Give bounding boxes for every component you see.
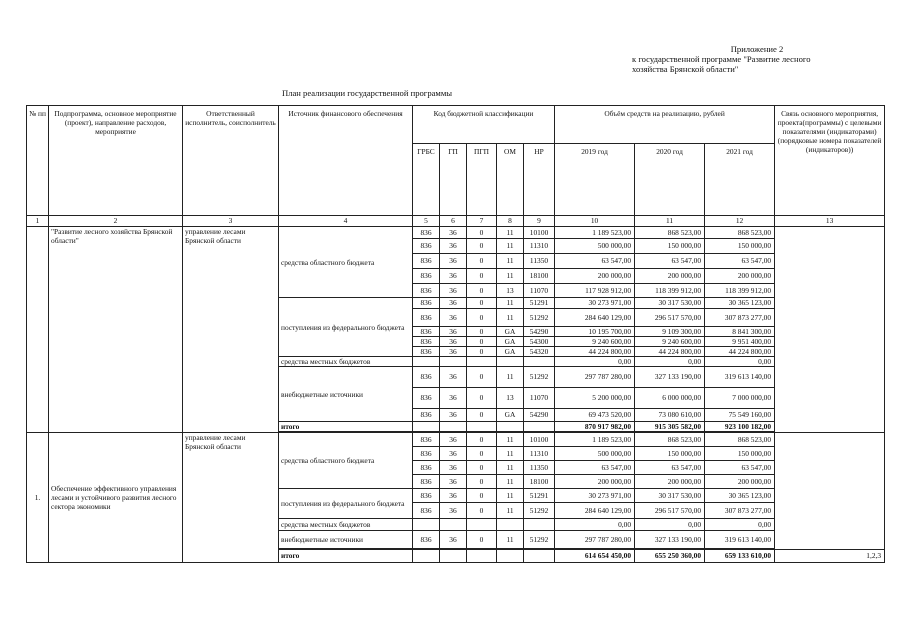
- cell-pgp: 0: [467, 388, 497, 409]
- appendix-line-2: к государственной программе "Развитие лесного: [632, 54, 811, 64]
- cell-om: [497, 519, 524, 531]
- source-regional: средства областного бюджета: [279, 227, 413, 298]
- cell-gp: 36: [440, 447, 467, 461]
- cell-pgp: 0: [467, 309, 497, 327]
- column-number: 10: [555, 216, 635, 227]
- cell-2019: 1 189 523,00: [555, 227, 635, 239]
- cell-2019: 1 189 523,00: [555, 433, 635, 447]
- cell-2021: 63 547,00: [705, 461, 775, 475]
- cell-nr: 51291: [524, 489, 555, 503]
- cell-om: 11: [497, 227, 524, 239]
- cell-pgp: [467, 519, 497, 531]
- cell-2019: 44 224 800,00: [555, 347, 635, 357]
- cell-om: 11: [497, 239, 524, 254]
- cell-2020: 327 133 190,00: [635, 531, 705, 549]
- cell-gp: [440, 357, 467, 367]
- cell-om: 11: [497, 531, 524, 549]
- cell-2019: 297 787 280,00: [555, 367, 635, 388]
- source-regional: средства областного бюджета: [279, 433, 413, 489]
- cell-pgp: 0: [467, 367, 497, 388]
- appendix-line-3: хозяйства Брянской области": [632, 64, 739, 74]
- cell-grbs: 836: [413, 298, 440, 309]
- cell-nr: 18100: [524, 475, 555, 489]
- cell-nr: 18100: [524, 269, 555, 284]
- cell-link-empty: [775, 227, 885, 433]
- cell-nr: 11350: [524, 461, 555, 475]
- cell-gp: 36: [440, 298, 467, 309]
- cell-2021: 200 000,00: [705, 475, 775, 489]
- cell-nr: 54300: [524, 337, 555, 347]
- cell-nr: 11350: [524, 254, 555, 269]
- cell-2019: 63 547,00: [555, 461, 635, 475]
- cell-nr: 54290: [524, 409, 555, 422]
- cell-2019: 284 640 129,00: [555, 503, 635, 519]
- cell-2019: 297 787 280,00: [555, 531, 635, 549]
- column-number: 11: [635, 216, 705, 227]
- header-2021: 2021 год: [705, 144, 775, 216]
- table-row: [27, 433, 885, 447]
- cell-pgp: 0: [467, 433, 497, 447]
- cell-pgp: 0: [467, 337, 497, 347]
- cell-empty: [413, 422, 440, 432]
- cell-empty: [467, 550, 497, 563]
- cell-2019: 30 273 971,00: [555, 489, 635, 503]
- cell-pgp: 0: [467, 327, 497, 337]
- cell-pgp: 0: [467, 269, 497, 284]
- cell-nr: [524, 519, 555, 531]
- cell-gp: 36: [440, 433, 467, 447]
- total-2019: 870 917 982,00: [555, 422, 635, 432]
- cell-nr: 51292: [524, 309, 555, 327]
- cell-empty: [467, 422, 497, 432]
- cell-2021: 0,00: [705, 519, 775, 531]
- cell-2019: 5 200 000,00: [555, 388, 635, 409]
- cell-gp: 36: [440, 284, 467, 298]
- cell-om: 13: [497, 284, 524, 298]
- column-number: 9: [524, 216, 555, 227]
- cell-pgp: 0: [467, 284, 497, 298]
- cell-empty: [440, 422, 467, 432]
- header-num: № пп: [27, 106, 49, 216]
- header-budget-code: Код бюджетной классификации: [413, 106, 555, 144]
- cell-grbs: 836: [413, 227, 440, 239]
- cell-2020: 200 000,00: [635, 269, 705, 284]
- cell-pgp: 0: [467, 347, 497, 357]
- cell-empty: [413, 550, 440, 563]
- activity-executor: управление лесами Брянской области: [183, 433, 279, 563]
- cell-om: 11: [497, 433, 524, 447]
- cell-2020: 150 000,00: [635, 239, 705, 254]
- cell-pgp: 0: [467, 489, 497, 503]
- cell-2020: 9 109 300,00: [635, 327, 705, 337]
- page-title: План реализации государственной программы: [282, 88, 453, 98]
- cell-gp: 36: [440, 337, 467, 347]
- cell-pgp: 0: [467, 227, 497, 239]
- cell-nr: 11070: [524, 284, 555, 298]
- cell-gp: 36: [440, 388, 467, 409]
- column-number: 5: [413, 216, 440, 227]
- cell-gp: 36: [440, 475, 467, 489]
- cell-2021: 30 365 123,00: [705, 489, 775, 503]
- cell-2019: 10 195 700,00: [555, 327, 635, 337]
- cell-2020: 0,00: [635, 519, 705, 531]
- column-number: 13: [775, 216, 885, 227]
- cell-nr: 11070: [524, 388, 555, 409]
- cell-om: 11: [497, 254, 524, 269]
- cell-om: GA: [497, 347, 524, 357]
- cell-2021: 44 224 800,00: [705, 347, 775, 357]
- header-subprogram: Подпрограмма, основное мероприятие (проект), направление расходов, мероприятие: [49, 106, 183, 216]
- cell-link-empty: [775, 433, 885, 550]
- cell-om: 11: [497, 298, 524, 309]
- cell-grbs: 836: [413, 269, 440, 284]
- cell-nr: 51292: [524, 367, 555, 388]
- header-grbs: ГРБС: [413, 144, 440, 216]
- cell-grbs: 836: [413, 461, 440, 475]
- source-local: средства местных бюджетов: [279, 519, 413, 531]
- cell-gp: 36: [440, 254, 467, 269]
- cell-grbs: [413, 357, 440, 367]
- cell-nr: 54320: [524, 347, 555, 357]
- cell-grbs: 836: [413, 475, 440, 489]
- column-number: 1: [27, 216, 49, 227]
- cell-2021: 319 613 140,00: [705, 367, 775, 388]
- header-nr: НР: [524, 144, 555, 216]
- column-number: 12: [705, 216, 775, 227]
- cell-gp: 36: [440, 309, 467, 327]
- cell-om: 11: [497, 475, 524, 489]
- cell-gp: 36: [440, 531, 467, 549]
- program-name: "Развитие лесного хозяйства Брянской области": [49, 227, 183, 433]
- cell-2019: 200 000,00: [555, 269, 635, 284]
- header-2020: 2020 год: [635, 144, 705, 216]
- column-number: 6: [440, 216, 467, 227]
- cell-empty: [440, 550, 467, 563]
- cell-pgp: [467, 357, 497, 367]
- cell-2020: 296 517 570,00: [635, 503, 705, 519]
- cell-2021: 8 841 300,00: [705, 327, 775, 337]
- total-2021: 923 100 182,00: [705, 422, 775, 432]
- cell-om: 11: [497, 461, 524, 475]
- cell-nr: 54290: [524, 327, 555, 337]
- cell-2020: 9 240 600,00: [635, 337, 705, 347]
- cell-2020: 0,00: [635, 357, 705, 367]
- column-number: 4: [279, 216, 413, 227]
- cell-pgp: 0: [467, 409, 497, 422]
- cell-grbs: 836: [413, 388, 440, 409]
- cell-gp: 36: [440, 227, 467, 239]
- cell-om: GA: [497, 337, 524, 347]
- cell-om: 11: [497, 447, 524, 461]
- cell-nr: 51292: [524, 503, 555, 519]
- total-label: итого: [279, 422, 413, 432]
- cell-2020: 6 000 000,00: [635, 388, 705, 409]
- cell-grbs: [413, 519, 440, 531]
- appendix-line-1: Приложение 2: [730, 44, 784, 54]
- cell-2020: 63 547,00: [635, 461, 705, 475]
- cell-2019: 200 000,00: [555, 475, 635, 489]
- cell-2021: 150 000,00: [705, 239, 775, 254]
- cell-gp: 36: [440, 347, 467, 357]
- cell-nr: 11310: [524, 239, 555, 254]
- program-executor: управление лесами Брянской области: [183, 227, 279, 433]
- cell-grbs: 836: [413, 503, 440, 519]
- cell-om: 13: [497, 388, 524, 409]
- cell-2021: 150 000,00: [705, 447, 775, 461]
- cell-2021: 75 549 160,00: [705, 409, 775, 422]
- cell-grbs: 836: [413, 347, 440, 357]
- cell-grbs: 836: [413, 284, 440, 298]
- source-local: средства местных бюджетов: [279, 357, 413, 367]
- cell-pgp: 0: [467, 475, 497, 489]
- cell-om: GA: [497, 409, 524, 422]
- cell-2020: 63 547,00: [635, 254, 705, 269]
- cell-2019: 500 000,00: [555, 239, 635, 254]
- cell-2020: 327 133 190,00: [635, 367, 705, 388]
- activity-name: Обеспечение эффективного управления лесами и устойчивого развития лесного сектора экономики: [49, 433, 183, 563]
- cell-grbs: 836: [413, 239, 440, 254]
- cell-pgp: 0: [467, 531, 497, 549]
- header-link: Связь основного мероприятия, проекта(программы) с целевыми показателями (индикаторами) (порядковые номера показателей (индикаторов)): [775, 106, 885, 216]
- cell-2020: 30 317 530,00: [635, 298, 705, 309]
- cell-2021: 307 873 277,00: [705, 503, 775, 519]
- table-row: [27, 227, 885, 239]
- cell-nr: 51291: [524, 298, 555, 309]
- cell-om: [497, 357, 524, 367]
- cell-om: 11: [497, 489, 524, 503]
- total-2020: 655 250 360,00: [635, 550, 705, 563]
- cell-nr: 11310: [524, 447, 555, 461]
- header-om: ОМ: [497, 144, 524, 216]
- total-2020: 915 305 582,00: [635, 422, 705, 432]
- cell-2021: 30 365 123,00: [705, 298, 775, 309]
- cell-2019: 117 928 912,00: [555, 284, 635, 298]
- cell-gp: 36: [440, 239, 467, 254]
- cell-gp: 36: [440, 409, 467, 422]
- cell-pgp: 0: [467, 447, 497, 461]
- header-executor: Ответственный исполнитель, соисполнитель: [183, 106, 279, 216]
- total-2019: 614 654 450,00: [555, 550, 635, 563]
- cell-gp: 36: [440, 503, 467, 519]
- cell-grbs: 836: [413, 447, 440, 461]
- cell-gp: 36: [440, 367, 467, 388]
- cell-nr: [524, 357, 555, 367]
- cell-2019: 0,00: [555, 357, 635, 367]
- cell-grbs: 836: [413, 433, 440, 447]
- cell-2020: 150 000,00: [635, 447, 705, 461]
- row-num-empty: [27, 227, 49, 433]
- cell-2019: 500 000,00: [555, 447, 635, 461]
- cell-gp: 36: [440, 269, 467, 284]
- cell-nr: 10100: [524, 227, 555, 239]
- cell-gp: 36: [440, 489, 467, 503]
- cell-grbs: 836: [413, 531, 440, 549]
- cell-2019: 63 547,00: [555, 254, 635, 269]
- source-extrabudgetary: внебюджетные источники: [279, 531, 413, 549]
- cell-2020: 30 317 530,00: [635, 489, 705, 503]
- cell-pgp: 0: [467, 239, 497, 254]
- cell-om: 11: [497, 269, 524, 284]
- cell-2020: 296 517 570,00: [635, 309, 705, 327]
- cell-pgp: 0: [467, 503, 497, 519]
- cell-2021: 63 547,00: [705, 254, 775, 269]
- cell-grbs: 836: [413, 409, 440, 422]
- appendix-caption: [632, 44, 882, 74]
- cell-grbs: 836: [413, 327, 440, 337]
- cell-2021: 319 613 140,00: [705, 531, 775, 549]
- cell-om: GA: [497, 327, 524, 337]
- cell-om: 11: [497, 367, 524, 388]
- header-pgp: ПГП: [467, 144, 497, 216]
- header-2019: 2019 год: [555, 144, 635, 216]
- cell-2021: 868 523,00: [705, 433, 775, 447]
- cell-nr: 51292: [524, 531, 555, 549]
- column-number: 2: [49, 216, 183, 227]
- cell-grbs: 836: [413, 337, 440, 347]
- source-extrabudgetary: внебюджетные источники: [279, 367, 413, 422]
- column-number: 7: [467, 216, 497, 227]
- cell-2020: 73 080 610,00: [635, 409, 705, 422]
- cell-2019: 0,00: [555, 519, 635, 531]
- cell-grbs: 836: [413, 367, 440, 388]
- source-federal: поступления из федерального бюджета: [279, 489, 413, 519]
- cell-2021: 200 000,00: [705, 269, 775, 284]
- cell-nr: 10100: [524, 433, 555, 447]
- cell-2021: 9 951 400,00: [705, 337, 775, 347]
- cell-gp: 36: [440, 461, 467, 475]
- header-volume: Объём средств на реализацию, рублей: [555, 106, 775, 144]
- cell-pgp: 0: [467, 254, 497, 269]
- cell-2021: 0,00: [705, 357, 775, 367]
- cell-gp: 36: [440, 327, 467, 337]
- cell-2020: 44 224 800,00: [635, 347, 705, 357]
- total-label: итого: [279, 550, 413, 563]
- cell-2020: 868 523,00: [635, 227, 705, 239]
- cell-grbs: 836: [413, 254, 440, 269]
- cell-2020: 868 523,00: [635, 433, 705, 447]
- cell-grbs: 836: [413, 489, 440, 503]
- cell-empty: [524, 550, 555, 563]
- cell-empty: [524, 422, 555, 432]
- cell-2019: 30 273 971,00: [555, 298, 635, 309]
- column-number: 3: [183, 216, 279, 227]
- column-number-row: [27, 216, 885, 227]
- cell-grbs: 836: [413, 309, 440, 327]
- cell-om: 11: [497, 503, 524, 519]
- cell-pgp: 0: [467, 461, 497, 475]
- column-number: 8: [497, 216, 524, 227]
- total-2021: 659 133 610,00: [705, 550, 775, 563]
- cell-2019: 284 640 129,00: [555, 309, 635, 327]
- cell-om: 11: [497, 309, 524, 327]
- cell-empty: [497, 550, 524, 563]
- indicator-link: 1,2,3: [775, 550, 885, 563]
- cell-2021: 307 873 277,00: [705, 309, 775, 327]
- cell-empty: [497, 422, 524, 432]
- header-gp: ГП: [440, 144, 467, 216]
- cell-2019: 9 240 600,00: [555, 337, 635, 347]
- source-federal: поступления из федерального бюджета: [279, 298, 413, 357]
- row-num: 1.: [27, 433, 49, 563]
- plan-table: [26, 105, 885, 563]
- cell-2020: 200 000,00: [635, 475, 705, 489]
- cell-2020: 118 399 912,00: [635, 284, 705, 298]
- cell-2021: 7 000 000,00: [705, 388, 775, 409]
- cell-pgp: 0: [467, 298, 497, 309]
- cell-2021: 118 399 912,00: [705, 284, 775, 298]
- cell-2021: 868 523,00: [705, 227, 775, 239]
- header-source: Источник финансового обеспечения: [279, 106, 413, 216]
- cell-2019: 69 473 520,00: [555, 409, 635, 422]
- cell-gp: [440, 519, 467, 531]
